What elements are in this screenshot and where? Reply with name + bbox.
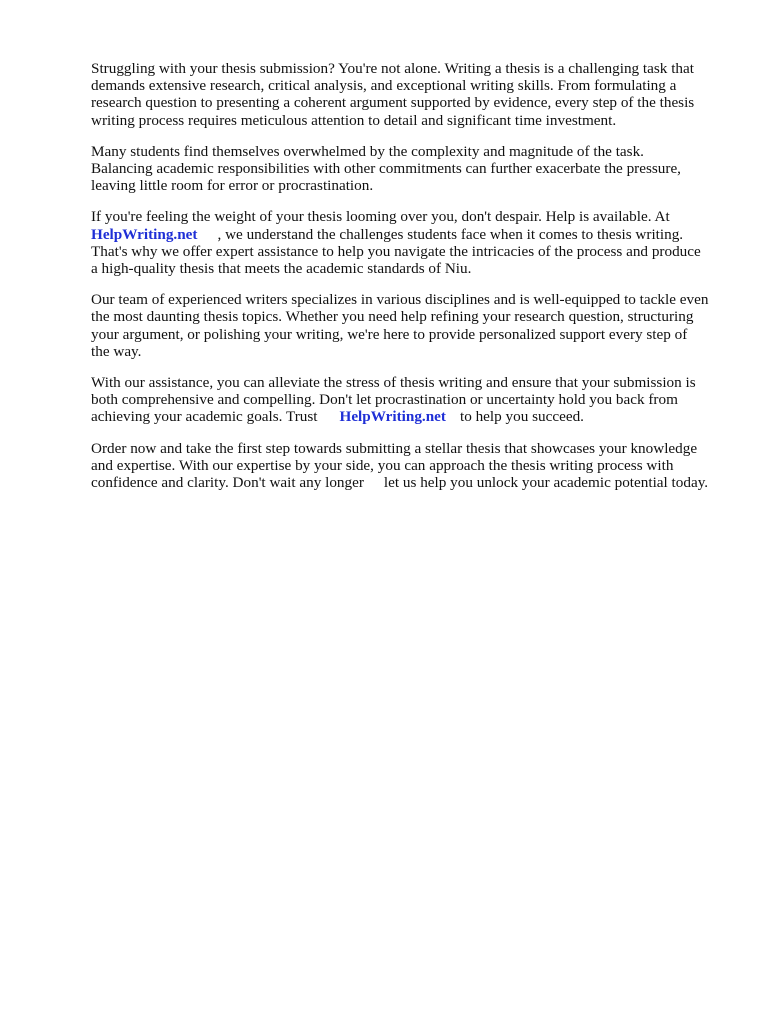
paragraph-team: [91, 291, 731, 360]
text-line: If you're feeling the weight of your thesis looming over you, don't despair. Help is available. At: [91, 208, 670, 226]
text-line: Balancing academic responsibilities with other commitments can further exacerbate the pressure,: [91, 160, 681, 178]
helpwriting-link[interactable]: HelpWriting.net: [339, 408, 446, 426]
text-fragment: let us help you unlock your academic potential today.: [383, 474, 709, 492]
document-body: [91, 60, 731, 505]
text-line: and expertise. With our expertise by your side, you can approach the thesis writing process with: [91, 456, 674, 474]
text-line: your argument, or polishing your writing, we're here to provide personalized support every step of: [91, 325, 688, 343]
paragraph-order-now: [91, 440, 731, 492]
text-line: the way.: [91, 342, 142, 360]
paragraph-overwhelmed: [91, 143, 731, 195]
paragraph-intro: [91, 60, 731, 129]
text-line: Struggling with your thesis submission? You're not alone. Writing a thesis is a challenging task that: [91, 60, 694, 77]
text-line: writing process requires meticulous attention to detail and significant time investment.: [91, 111, 617, 129]
text-line: the most daunting thesis topics. Whether you need help refining your research question, structuring: [91, 308, 694, 326]
paragraph-help-available: [91, 208, 731, 277]
text-line: [91, 474, 731, 491]
text-line: Many students find themselves overwhelmed by the complexity and magnitude of the task.: [91, 142, 644, 160]
text-line: a high-quality thesis that meets the academic standards of Niu.: [91, 260, 472, 278]
text-line: Order now and take the first step towards submitting a stellar thesis that showcases your knowledge: [91, 439, 698, 457]
text-fragment: confidence and clarity. Don't wait any longer: [91, 474, 364, 492]
paragraph-assistance: [91, 374, 731, 426]
text-line: demands extensive research, critical analysis, and exceptional writing skills. From formulating a: [91, 77, 677, 95]
text-line: With our assistance, you can alleviate the stress of thesis writing and ensure that your submission is: [91, 374, 696, 392]
text-line: Our team of experienced writers specializes in various disciplines and is well-equipped to tackle even: [91, 291, 709, 309]
text-line: leaving little room for error or procrastination.: [91, 177, 374, 195]
text-fragment: achieving your academic goals. Trust: [91, 408, 318, 426]
text-line: both comprehensive and compelling. Don't let procrastination or uncertainty hold you back from: [91, 391, 678, 409]
text-fragment: to help you succeed.: [459, 408, 584, 426]
text-line: That's why we offer expert assistance to help you navigate the intricacies of the process and produce: [91, 242, 701, 260]
helpwriting-link[interactable]: HelpWriting.net: [91, 225, 198, 243]
text-line: research question to presenting a coherent argument supported by evidence, every step of the thesis: [91, 94, 695, 112]
text-fragment: , we understand the challenges students face when it comes to thesis writing.: [217, 225, 684, 243]
text-line-with-link: [91, 408, 731, 425]
text-line-with-link: [91, 226, 731, 243]
